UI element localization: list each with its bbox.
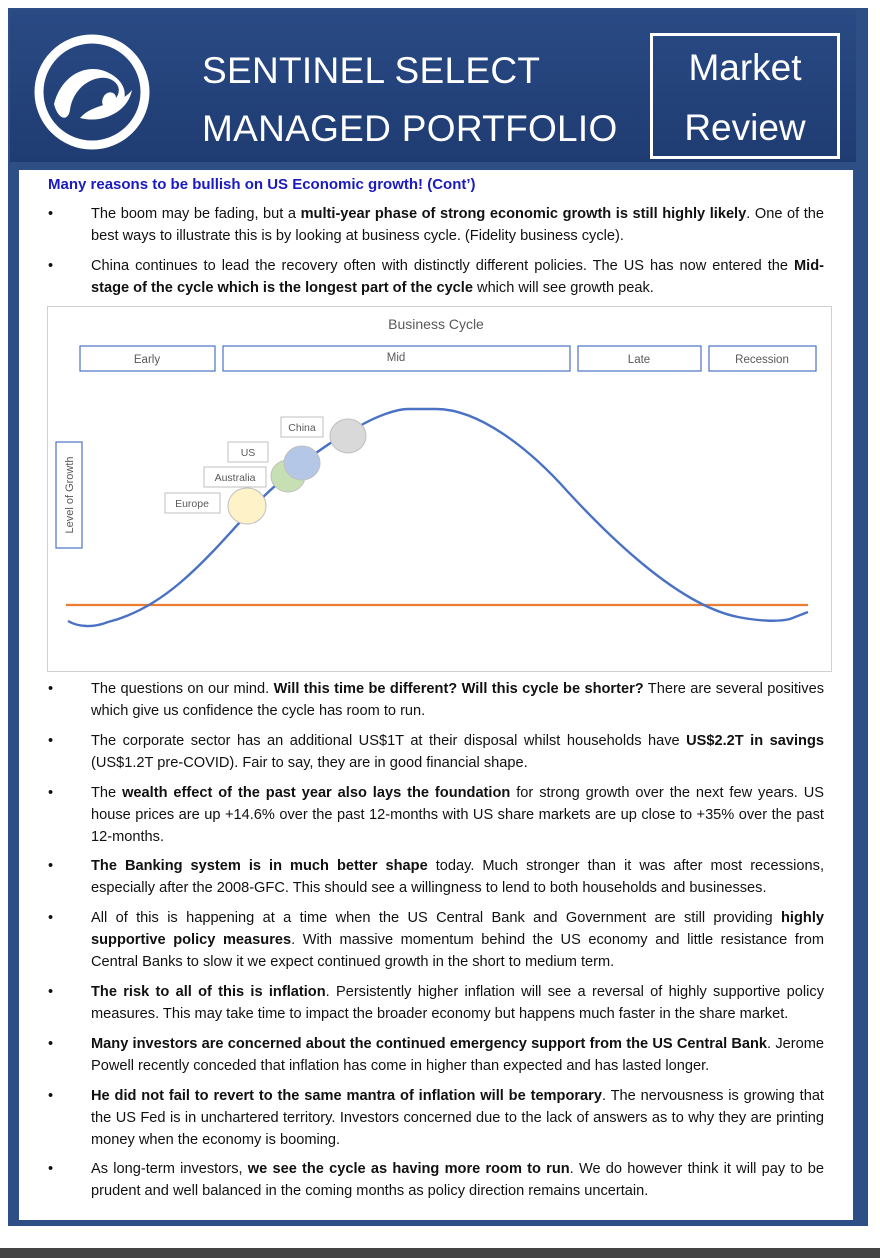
chart-title: Business Cycle [388, 316, 484, 332]
bullet-text-run: for strong growth over the next few years. US house prices are up +14.6% over the past 12-months with US share markets are up close to +35% over the past 12-months. [91, 785, 824, 845]
bullet-dot: • [48, 1161, 54, 1177]
country-label-us: US [240, 447, 256, 459]
phase-label-late: Late [627, 354, 651, 366]
bullet-dot: • [48, 1036, 54, 1052]
bullet-text-run: . With massive momentum behind the US economy and little resistance from Central Banks to slow it we expect continued growth in the short to medium term. [91, 932, 824, 970]
marker-china [330, 419, 366, 453]
bullet-text-bold: The Banking system is in much better shape [91, 858, 428, 874]
top-bullet-2 [48, 255, 824, 299]
bullet-text-bold: multi-year phase of strong economic growth is still highly likely [300, 206, 747, 222]
country-markers [165, 417, 366, 524]
bullet-text [91, 855, 824, 899]
bullet-text-bold: we see the cycle as having more room to run [247, 1161, 570, 1177]
bullet-text [91, 730, 824, 774]
bullet-text-bold: US$2.2T in savings [686, 733, 824, 749]
bullet-text-run: As long-term investors, [91, 1161, 248, 1177]
bottom-bullet-6 [48, 981, 824, 1025]
bullet-text-bold: Many investors are concerned about the continued emergency support from the US Central Bank [91, 1036, 768, 1052]
bullet-dot: • [48, 1088, 54, 1104]
bullet-dot: • [48, 206, 54, 222]
bullet-dot: • [48, 733, 54, 749]
phase-label-early: Early [133, 354, 161, 366]
bullet-text-run: There are several positives which give us confidence the cycle has room to run. [91, 681, 825, 719]
bottom-bullet-8 [48, 1085, 824, 1151]
bullet-text-run: . We do however think it will pay to be prudent and well balanced in the coming months as policy direction remains uncertain. [91, 1161, 825, 1199]
marker-europe [228, 488, 266, 524]
bullet-dot: • [48, 681, 54, 697]
business-cycle-chart [47, 306, 832, 672]
phase-label-mid: Mid [386, 352, 406, 364]
bullet-text-bold: wealth effect of the past year also lays the foundation [122, 785, 511, 801]
country-label-australia: Australia [214, 472, 256, 484]
bullet-text-run: The questions on our mind. [91, 681, 274, 697]
bottom-bullet-9 [48, 1158, 824, 1202]
bullet-text [91, 981, 824, 1025]
bullet-text-run: . One of the best ways to illustrate this is by looking at business cycle. (Fidelity business cycle). [91, 206, 825, 244]
bullet-text [91, 1033, 824, 1077]
bullet-text [91, 203, 824, 247]
country-label-china: China [288, 422, 316, 434]
y-axis-label-box [56, 442, 82, 548]
bullet-text-bold: highly supportive policy measures [91, 910, 824, 948]
badge-line-1: Market [688, 47, 802, 88]
bullet-text-run: The boom may be fading, but a [91, 206, 301, 222]
bullet-dot: • [48, 258, 54, 274]
bullet-text-run: . Jerome Powell recently conceded that inflation has come in higher than expected and has lasted longer. [91, 1036, 824, 1074]
bullet-text-run: China continues to lead the recovery often with distinctly different policies. The US has now entered the [91, 258, 794, 274]
section-heading: Many reasons to be bullish on US Economic growth! (Cont’) [48, 176, 476, 193]
bullet-dot: • [48, 785, 54, 801]
bullet-text-bold: The risk to all of this is inflation [91, 984, 326, 1000]
bullet-text-bold: Will this time be different? Will this cycle be shorter? [273, 681, 644, 697]
bullet-dot: • [48, 858, 54, 874]
bullet-text [91, 907, 824, 973]
title-line-2: MANAGED PORTFOLIO [202, 108, 618, 149]
badge-line-2: Review [684, 107, 806, 148]
y-axis-label: Level of Growth [64, 456, 76, 534]
business-cycle-curve [68, 409, 808, 626]
bottom-bullet-4 [48, 855, 824, 899]
title-line-1: SENTINEL SELECT [202, 50, 541, 91]
bullet-text-run: The corporate sector has an additional US$1T at their disposal whilst households have [91, 733, 687, 749]
country-label-europe: Europe [175, 498, 209, 510]
phase-boxes [80, 346, 816, 371]
marker-us [284, 446, 320, 480]
bullet-text-run: . Persistently higher inflation will see a reversal of highly supportive policy measures. This may take time to impact the broader economy but happens much faster in the share market. [91, 984, 824, 1022]
bullet-text-run: which will see growth peak. [472, 280, 654, 296]
portfolio-title [202, 42, 618, 158]
bottom-bullet-5 [48, 907, 824, 973]
market-review-badge [650, 33, 840, 159]
bottom-bullet-7 [48, 1033, 824, 1077]
bullet-dot: • [48, 984, 54, 1000]
phase-label-recession: Recession [735, 354, 789, 366]
bottom-edge-bar [0, 1248, 880, 1258]
bottom-bullet-2 [48, 730, 824, 774]
bullet-text [91, 782, 824, 848]
bottom-bullet-1 [48, 678, 824, 722]
sentinel-logo-icon [32, 32, 152, 152]
bullet-dot: • [48, 910, 54, 926]
bottom-bullet-3 [48, 782, 824, 848]
bullet-text [91, 678, 824, 722]
bullet-text-run: today. Much stronger than it was after most recessions, especially after the 2008-GFC. This should see a willingness to lend to both households and businesses. [91, 858, 824, 896]
bullet-text-run: All of this is happening at a time when the US Central Bank and Government are still providing [91, 910, 782, 926]
bullet-text [91, 1158, 824, 1202]
bullet-text-bold: Mid-stage of the cycle which is the longest part of the cycle [91, 258, 824, 296]
bullet-text-bold: He did not fail to revert to the same mantra of inflation will be temporary [91, 1088, 602, 1104]
bullet-text [91, 255, 824, 299]
bullet-text [91, 1085, 824, 1151]
bullet-text-run: (US$1.2T pre-COVID). Fair to say, they are in good financial shape. [91, 755, 528, 771]
top-bullet-1 [48, 203, 824, 247]
bullet-text-run: The [91, 785, 123, 801]
bullet-text-run: . The nervousness is growing that the US Fed is in unchartered territory. Investors concerned due to the lack of answers as to why they are printing money when the economy is booming. [91, 1088, 824, 1148]
